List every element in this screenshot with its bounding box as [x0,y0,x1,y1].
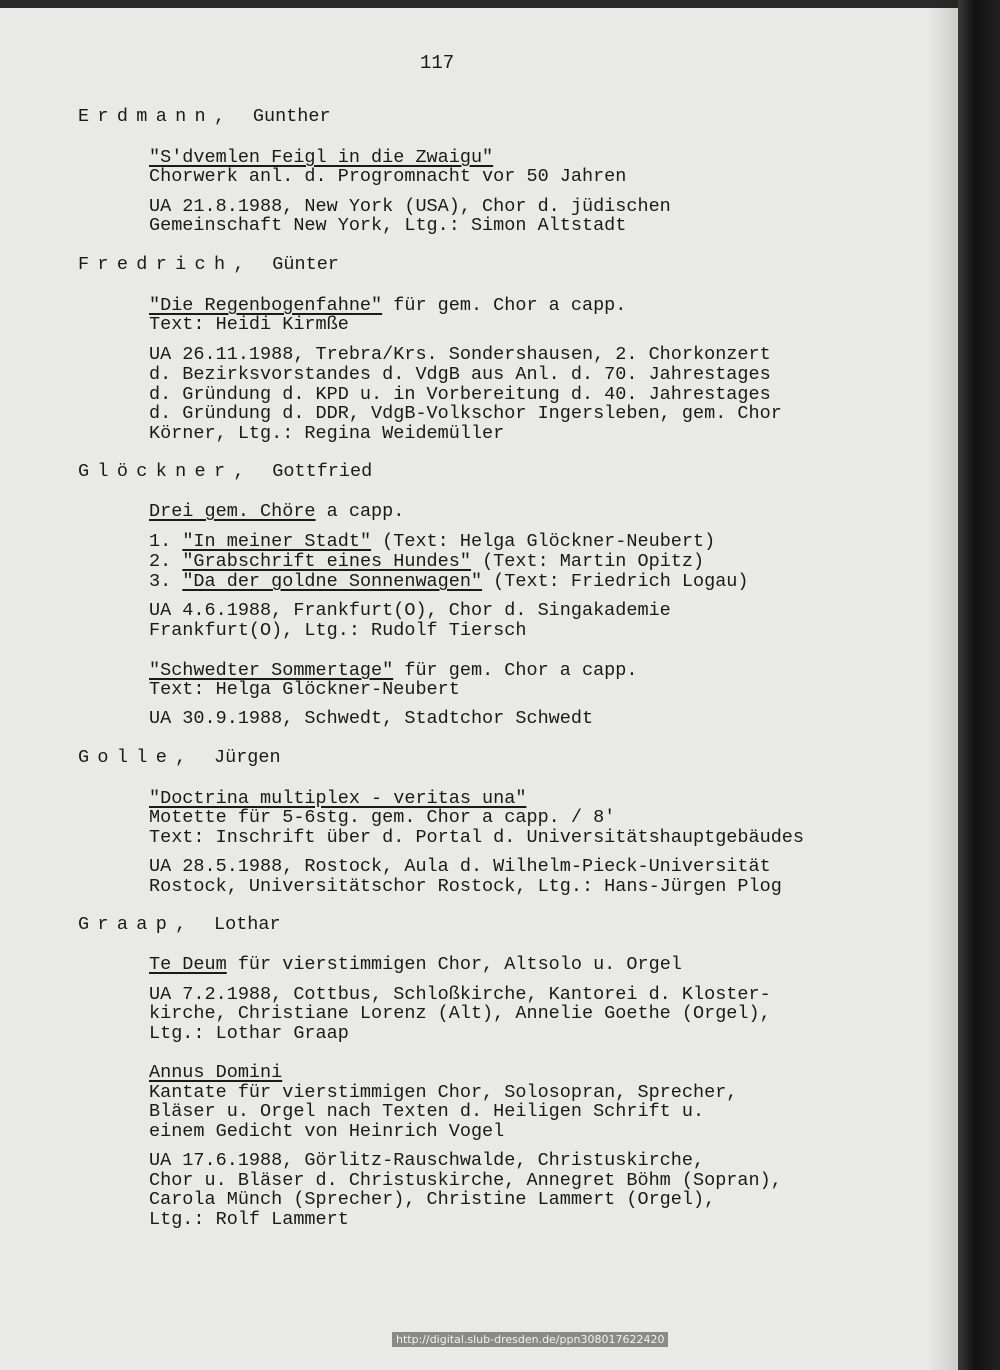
premiere-line: Ltg.: Lothar Graap [149,1023,349,1044]
composer-given-name: Jürgen [214,747,281,768]
premiere-line: d. Bezirksvorstandes d. VdgB aus Anl. d. 70. Jahrestages [149,364,771,385]
premiere-line: UA 17.6.1988, Görlitz-Rauschwalde, Christuskirche, [149,1150,705,1171]
work-description: Text: Helga Glöckner-Neubert [149,679,460,700]
work-title-line [149,296,626,316]
work-title: "S'dvemlen Feigl in die Zwaigu" [149,147,494,168]
composer-heading: Glöckner, Gottfried [78,461,373,482]
page-number: 117 [420,52,455,74]
premiere-line: kirche, Christiane Lorenz (Alt), Annelie Goethe (Orgel), [149,1003,771,1024]
numbered-piece: 2. "Grabschrift eines Hundes" (Text: Martin Opitz) [149,551,705,572]
composer-heading: Graap, Lothar [78,914,281,935]
premiere-line: UA 21.8.1988, New York (USA), Chor d. jüdischen [149,196,671,217]
work-description: Motette für 5-6stg. gem. Chor a capp. / 8' [149,807,616,828]
composer-surname: Golle [78,747,176,768]
composer-heading: Fredrich, Günter [78,254,339,275]
work-description: Chorwerk anl. d. Progromnacht vor 50 Jahren [149,166,627,187]
work-title-line [149,955,682,975]
numbered-piece: 3. "Da der goldne Sonnenwagen" (Text: Friedrich Logau) [149,571,749,592]
work-title: "Die Regenbogenfahne" [149,295,383,316]
composer-surname: Graap [78,914,176,935]
book-spine-edge [958,0,1000,1370]
composer-given-name: Lothar [214,914,281,935]
premiere-line: d. Gründung d. DDR, VdgB-Volkschor Ingersleben, gem. Chor [149,403,782,424]
premiere-line: UA 28.5.1988, Rostock, Aula d. Wilhelm-Pieck-Universität [149,856,771,877]
composer-given-name: Gottfried [272,461,373,482]
composer-surname: Fredrich [78,254,234,275]
work-title: Annus Domini [149,1062,283,1083]
premiere-line: Frankfurt(O), Ltg.: Rudolf Tiersch [149,620,527,641]
composer-heading: Golle, Jürgen [78,747,281,768]
premiere-line: UA 7.2.1988, Cottbus, Schloßkirche, Kantorei d. Kloster- [149,984,771,1005]
premiere-line: Gemeinschaft New York, Ltg.: Simon Altstadt [149,215,627,236]
work-title-line [149,148,493,168]
work-title: Drei gem. Chöre [149,501,316,522]
work-scoring: für gem. Chor a capp. [382,295,627,316]
work-title: "Schwedter Sommertage" [149,660,394,681]
work-title-line [149,789,526,809]
work-description: einem Gedicht von Heinrich Vogel [149,1121,505,1142]
work-scoring: a capp. [315,501,405,522]
composer-surname: Erdmann [78,106,214,127]
piece-title: "Da der goldne Sonnenwagen" [182,571,483,592]
premiere-line: UA 30.9.1988, Schwedt, Stadtchor Schwedt [149,708,594,729]
piece-title: "In meiner Stadt" [182,531,372,552]
composer-given-name: Günter [272,254,339,275]
composer-given-name: Gunther [252,106,331,127]
premiere-line: Chor u. Bläser d. Christuskirche, Annegret Böhm (Sopran), [149,1170,782,1191]
premiere-line: d. Gründung d. KPD u. in Vorbereitung d. 40. Jahrestages [149,384,771,405]
work-title: "Doctrina multiplex - veritas una" [149,788,527,809]
work-scoring: für gem. Chor a capp. [393,660,638,681]
work-title-line [149,661,638,681]
page-top-edge [0,0,958,8]
source-url[interactable]: http://digital.slub-dresden.de/ppn308017622420 [392,1332,668,1347]
work-description: Text: Inschrift über d. Portal d. Universitätshauptgebäudes [149,827,805,848]
work-title-line [149,1063,282,1083]
premiere-line: Körner, Ltg.: Regina Weidemüller [149,423,505,444]
work-title: Te Deum [149,954,227,975]
numbered-piece: 1. "In meiner Stadt" (Text: Helga Glöckner-Neubert) [149,531,716,552]
piece-title: "Grabschrift eines Hundes" [182,551,471,572]
composer-heading: Erdmann, Gunther [78,106,331,127]
premiere-line: UA 4.6.1988, Frankfurt(O), Chor d. Singakademie [149,600,671,621]
composer-surname: Glöckner [78,461,234,482]
work-description: Text: Heidi Kirmße [149,314,349,335]
work-scoring: für vierstimmigen Chor, Altsolo u. Orgel [226,954,682,975]
premiere-line: Rostock, Universitätschor Rostock, Ltg.: Hans-Jürgen Plog [149,876,782,897]
premiere-line: UA 26.11.1988, Trebra/Krs. Sondershausen, 2. Chorkonzert [149,344,771,365]
work-title-line [149,502,404,522]
premiere-line: Ltg.: Rolf Lammert [149,1209,349,1230]
premiere-line: Carola Münch (Sprecher), Christine Lammert (Orgel), [149,1189,716,1210]
work-description: Bläser u. Orgel nach Texten d. Heiligen Schrift u. [149,1101,705,1122]
work-description: Kantate für vierstimmigen Chor, Solosopran, Sprecher, [149,1082,738,1103]
